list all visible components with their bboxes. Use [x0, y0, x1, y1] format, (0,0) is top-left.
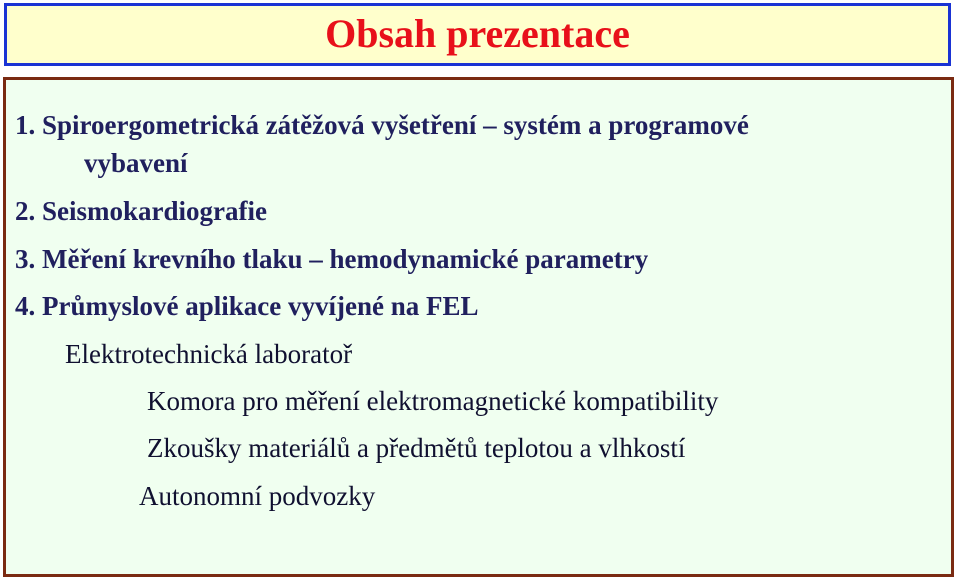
list-item-4: 4. Průmyslové aplikace vyvíjené na FEL: [15, 291, 479, 321]
lab-entry-2: Zkoušky materiálů a předmětů teplotou a vlhkostí: [147, 433, 686, 463]
title-banner: [4, 3, 951, 66]
list-item-2: 2. Seismokardiografie: [15, 196, 267, 226]
lab-entry-3: Autonomní podvozky: [139, 481, 376, 511]
list-item-3: 3. Měření krevního tlaku – hemodynamické parametry: [15, 244, 649, 274]
list-item-1-line-2: vybavení: [84, 148, 188, 178]
list-item-1-line-1: 1. Spiroergometrická zátěžová vyšetření – systém a programové: [15, 110, 749, 140]
lab-entry-1: Komora pro měření elektromagnetické kompatibility: [147, 386, 719, 416]
content-panel: [3, 77, 954, 577]
slide-title: Obsah prezentace: [325, 10, 630, 56]
lab-heading: Elektrotechnická laboratoř: [65, 339, 353, 369]
